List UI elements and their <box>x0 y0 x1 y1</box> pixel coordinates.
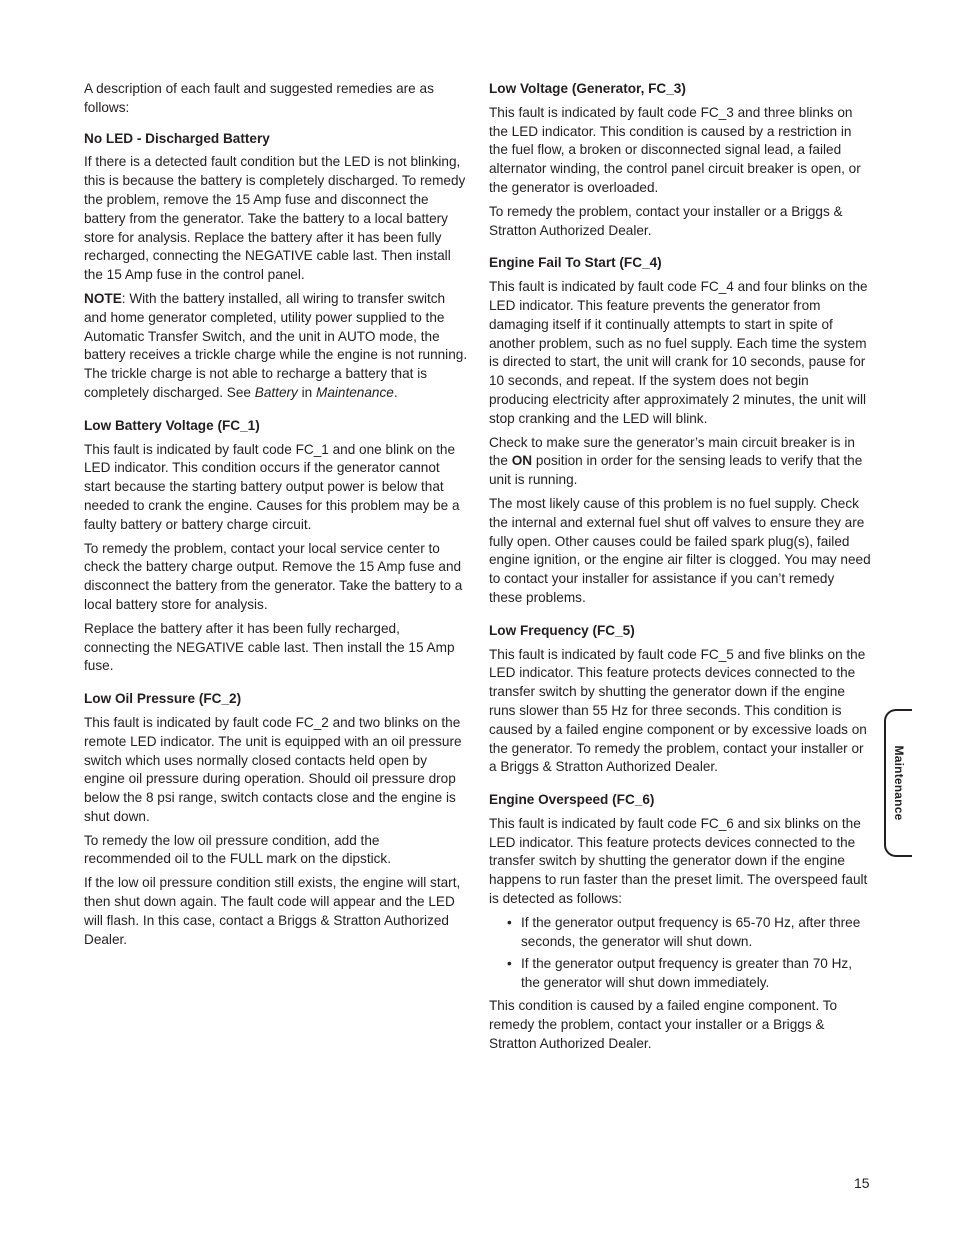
bullet-icon: • <box>507 914 512 930</box>
side-tab-label: Maintenance <box>892 745 906 821</box>
maintenance-side-tab <box>884 709 912 857</box>
fc4-paragraph-1: This fault is indicated by fault code FC_4 and four blinks on the LED indicator. This feature prevents the generator from damaging itself if it continually attempts to start in spite of another problem, such as no fuel supply. Each time the system is directed to start, the unit will crank for 10 seconds, pause for 10 seconds, and repeat. If the system does not begin producing electricity after approximately 2 minutes, the unit will stop cranking and the LED will blink. <box>489 279 868 426</box>
note-end: . <box>393 384 398 400</box>
bullet-text: If the generator output frequency is 65-70 Hz, after three seconds, the generator will shut down. <box>521 914 861 949</box>
fc6-bullet-list <box>489 914 871 993</box>
fc1-paragraph-2: To remedy the problem, contact your local service center to check the battery charge output. Remove the 15 Amp fuse and disconnect the battery from the generator. Take the battery to a local battery store for analysis. <box>84 540 463 612</box>
heading-fc2: Low Oil Pressure (FC_2) <box>84 691 242 707</box>
fc4-on-label: ON <box>511 453 533 469</box>
fc1-paragraph-3: Replace the battery after it has been fully recharged, connecting the NEGATIVE cable last. Then install the 15 Amp fuse. <box>84 620 455 674</box>
list-item <box>507 955 871 993</box>
heading-fc1: Low Battery Voltage (FC_1) <box>84 417 260 433</box>
bullet-icon: • <box>507 956 512 972</box>
fc3-paragraph-1: This fault is indicated by fault code FC_3 and three blinks on the LED indicator. This condition is caused by a restriction in the fuel flow, a broken or disconnected signal lead, a failed alternator winding, the control panel circuit breaker is open, or the generator is overloaded. <box>489 104 861 195</box>
no-led-paragraph: If there is a detected fault condition but the LED is not blinking, this is because the battery is completely discharged. To remedy the problem, remove the 15 Amp fuse and disconnect the battery from the generator. Take the battery to a local battery store for analysis. Replace the battery after it has been fully recharged, connecting the NEGATIVE cable last. Then install the 15 Amp fuse in the control panel. <box>84 154 466 283</box>
note-paragraph <box>84 290 468 403</box>
fc6-paragraph-2: This condition is caused by a failed engine component. To remedy the problem, contact your installer or a Briggs & Stratton Authorized Dealer. <box>489 998 838 1051</box>
note-ref-maintenance: Maintenance <box>316 384 394 400</box>
fc1-paragraph-1: This fault is indicated by fault code FC_1 and one blink on the LED indicator. This condition occurs if the generator cannot start because the starting battery output power is below that needed to crank the engine. Causes for this problem may be a faulty battery or battery charge circuit. <box>84 441 460 532</box>
fc2-paragraph-3: If the low oil pressure condition still exists, the engine will start, then shut down again. The fault code will appear and the LED will flash. In this case, contact a Briggs & Stratton Authorized Dealer. <box>84 875 461 947</box>
heading-fc3: Low Voltage (Generator, FC_3) <box>489 81 686 96</box>
fc2-paragraph-1: This fault is indicated by fault code FC_2 and two blinks on the remote LED indicator. The unit is equipped with an oil pressure switch which uses normally closed contacts held open by engine oil pressure during operation. Should oil pressure drop below the 8 psi range, switch contacts close and the engine is shut down. <box>84 714 462 824</box>
heading-no-led: No LED - Discharged Battery <box>84 130 270 146</box>
fc5-paragraph-1: This fault is indicated by fault code FC_5 and five blinks on the LED indicator. This feature protects devices connected to the transfer switch by shutting the generator down if the engine runs slower than 55 Hz for three seconds. This condition is caused by a failed engine component or by excessive loads on the generator. To remedy the problem, contact your installer or a Briggs & Stratton Authorized Dealer. <box>489 646 867 775</box>
fc3-paragraph-2: To remedy the problem, contact your installer or a Briggs & Stratton Authorized Dealer. <box>489 203 843 238</box>
heading-fc6: Engine Overspeed (FC_6) <box>489 792 655 808</box>
fc4-paragraph-2 <box>489 434 871 490</box>
fc6-paragraph-1: This fault is indicated by fault code FC_6 and six blinks on the LED indicator. This feature protects devices connected to the transfer switch by shutting the generator down if the engine happens to run faster than the preset limit. The overspeed fault is detected as follows: <box>489 815 868 907</box>
fc4-paragraph-3: The most likely cause of this problem is no fuel supply. Check the internal and external fuel shut off valves to ensure they are fully open. Other causes could be failed spark plug(s), failed engine ignition, or the engine air filter is clogged. You may need to contact your installer for assistance if you can’t remedy these problems. <box>489 495 871 605</box>
note-ref-battery: Battery <box>254 384 298 400</box>
note-label: NOTE <box>84 290 122 306</box>
intro-paragraph: A description of each fault and suggested remedies are as follows: <box>84 81 434 115</box>
fc4-p2-start: Check to make sure the generator’s main circuit breaker is in the <box>489 434 855 469</box>
page-number: 15 <box>854 1175 870 1191</box>
note-text: : With the battery installed, all wiring to transfer switch and home generator completed, utility power supplied to the Automatic Transfer Switch, and the unit in AUTO mode, the battery receives a trickle charge while the engine is not running. The trickle charge is not able to recharge a battery that is completely discharged. See <box>84 290 468 400</box>
left-column <box>84 80 468 954</box>
bullet-text: If the generator output frequency is greater than 70 Hz, the generator will shut down immediately. <box>521 956 852 991</box>
heading-fc5: Low Frequency (FC_5) <box>489 622 635 638</box>
heading-fc4: Engine Fail To Start (FC_4) <box>489 255 662 271</box>
fc4-p2-end: position in order for the sensing leads to verify that the unit is running. <box>489 453 863 488</box>
note-in: in <box>297 384 316 400</box>
list-item <box>507 914 871 952</box>
fc2-paragraph-2: To remedy the low oil pressure condition, add the recommended oil to the FULL mark on the dipstick. <box>84 832 392 867</box>
right-column <box>489 80 871 1058</box>
